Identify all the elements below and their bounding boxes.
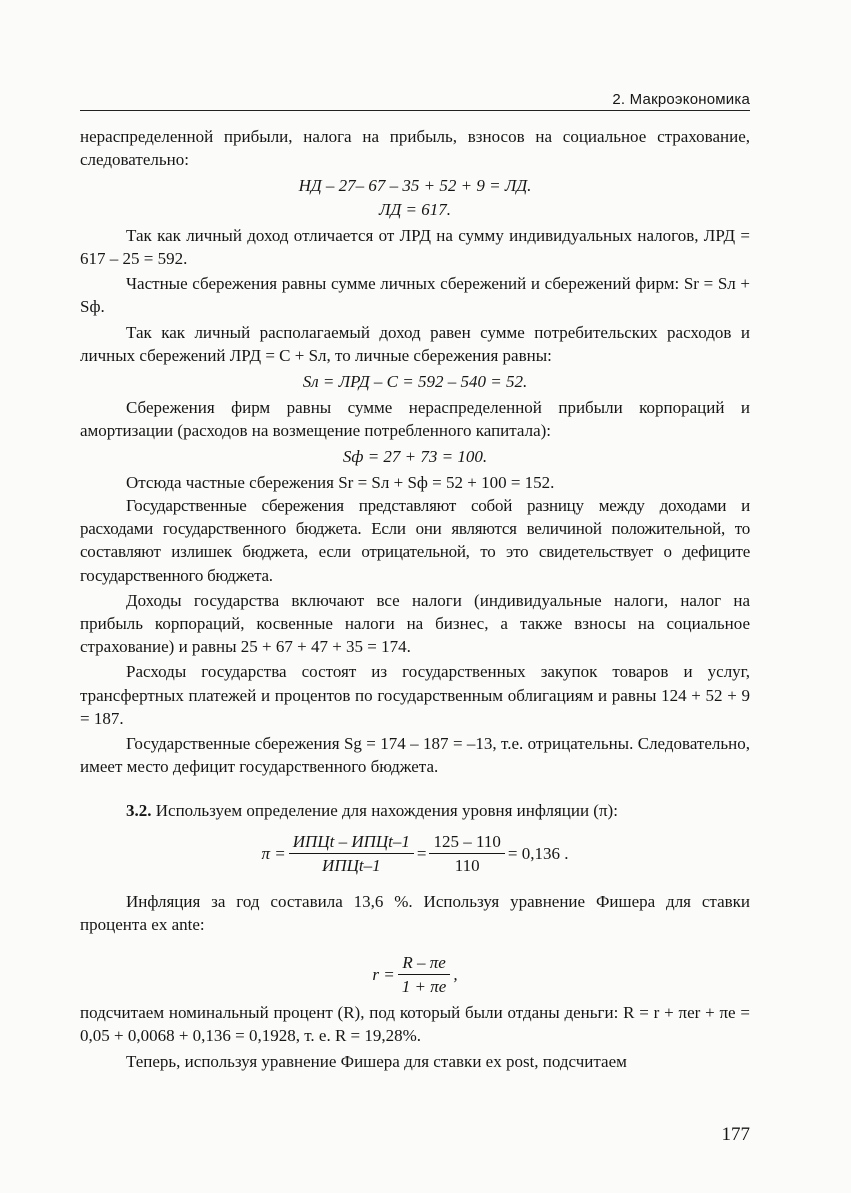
inflation-formula (80, 831, 750, 876)
fraction-cpi (289, 831, 414, 876)
paragraph: Теперь, используя уравнение Фишера для ставки ex post, подсчитаем (126, 1051, 627, 1071)
section-intro (80, 799, 750, 822)
paragraph: Государственные сбережения представляют собой разницу между доходами и расходами государственного бюджета. Если они являются величиной положительной, то составляют излишек бюджета, если отрицательной, то это свидетельствует о дефиците государственного бюджета. (80, 496, 750, 585)
paragraph: Так как личный располагаемый доход равен сумме потребительских расходов и личных сбережений ЛРД = C + Sл, то личные сбережения равны: (80, 322, 750, 365)
equals-sign: = (416, 843, 427, 863)
fraction-denominator: 1 + πe (401, 977, 447, 997)
equation: ЛД = 617. (378, 199, 452, 219)
fisher-formula (80, 952, 750, 997)
formula-tail: , (453, 964, 458, 984)
fraction-denominator: ИПЦt–1 (322, 855, 381, 875)
paragraph: Отсюда частные сбережения Sr = Sл + Sф = 52 + 100 = 152. (126, 472, 555, 492)
paragraph: Расходы государства состоят из государственных закупок товаров и услуг, трансфертных платежей и процентов по государственным облигациям и равны 124 + 52 + 9 = 187. (80, 662, 750, 728)
equation: НД – 27– 67 – 35 + 52 + 9 = ЛД. (298, 176, 532, 196)
fraction-numerator: R – πe (398, 952, 451, 975)
formula-lhs: π = (261, 843, 286, 863)
paragraph: нераспределенной прибыли, налога на прибыль, взносов на социальное страхование, следовательно: (80, 127, 750, 170)
fraction-numerator: ИПЦt – ИПЦt–1 (289, 831, 414, 854)
paragraph: Частные сбережения равны сумме личных сбережений и сбережений фирм: Sr = Sл + Sф. (80, 274, 750, 317)
section-number: 3.2. (126, 801, 152, 821)
paragraph: Доходы государства включают все налоги (индивидуальные налоги, налог на прибыль корпораций, косвенные налоги на бизнес, а также взносы на социальное страхование) и равны 25 + 67 + 47 + 35 = 174. (80, 590, 750, 657)
fraction-numerator: 125 – 110 (429, 831, 504, 854)
paragraph: Сбережения фирм равны сумме нераспределенной прибыли корпораций и амортизации (расходов на возмещение потребленного капитала): (80, 398, 750, 441)
paragraph: Так как личный доход отличается от ЛРД на сумму индивидуальных налогов, ЛРД = 617 – 25 = 592. (80, 225, 750, 269)
equation: Sф = 27 + 73 = 100. (342, 446, 488, 466)
fraction-values (429, 831, 504, 876)
paragraph: Инфляция за год составила 13,6 %. Используя уравнение Фишера для ставки процента ex ante: (80, 891, 750, 934)
running-header: 2. Макроэкономика (80, 91, 750, 111)
page-number: 177 (721, 1124, 750, 1145)
fraction-fisher (398, 952, 451, 997)
paragraph: Государственные сбережения Sg = 174 – 187 = –13, т.е. отрицательны. Следовательно, имеет место дефицит государственного бюджета. (80, 734, 750, 777)
paragraph: подсчитаем номинальный процент (R), под который были отданы деньги: R = r + πer + πe = 0,05 + 0,0068 + 0,136 = 0,1928, т. е. R = 19,28%. (80, 1003, 750, 1046)
paragraph: Используем определение для нахождения уровня инфляции (π): (155, 801, 618, 821)
formula-result: = 0,136 . (507, 843, 569, 863)
page-body (80, 125, 750, 1073)
fraction-denominator: 110 (454, 855, 480, 875)
equation: Sл = ЛРД – C = 592 – 540 = 52. (302, 372, 528, 392)
formula-lhs: r = (372, 964, 395, 984)
